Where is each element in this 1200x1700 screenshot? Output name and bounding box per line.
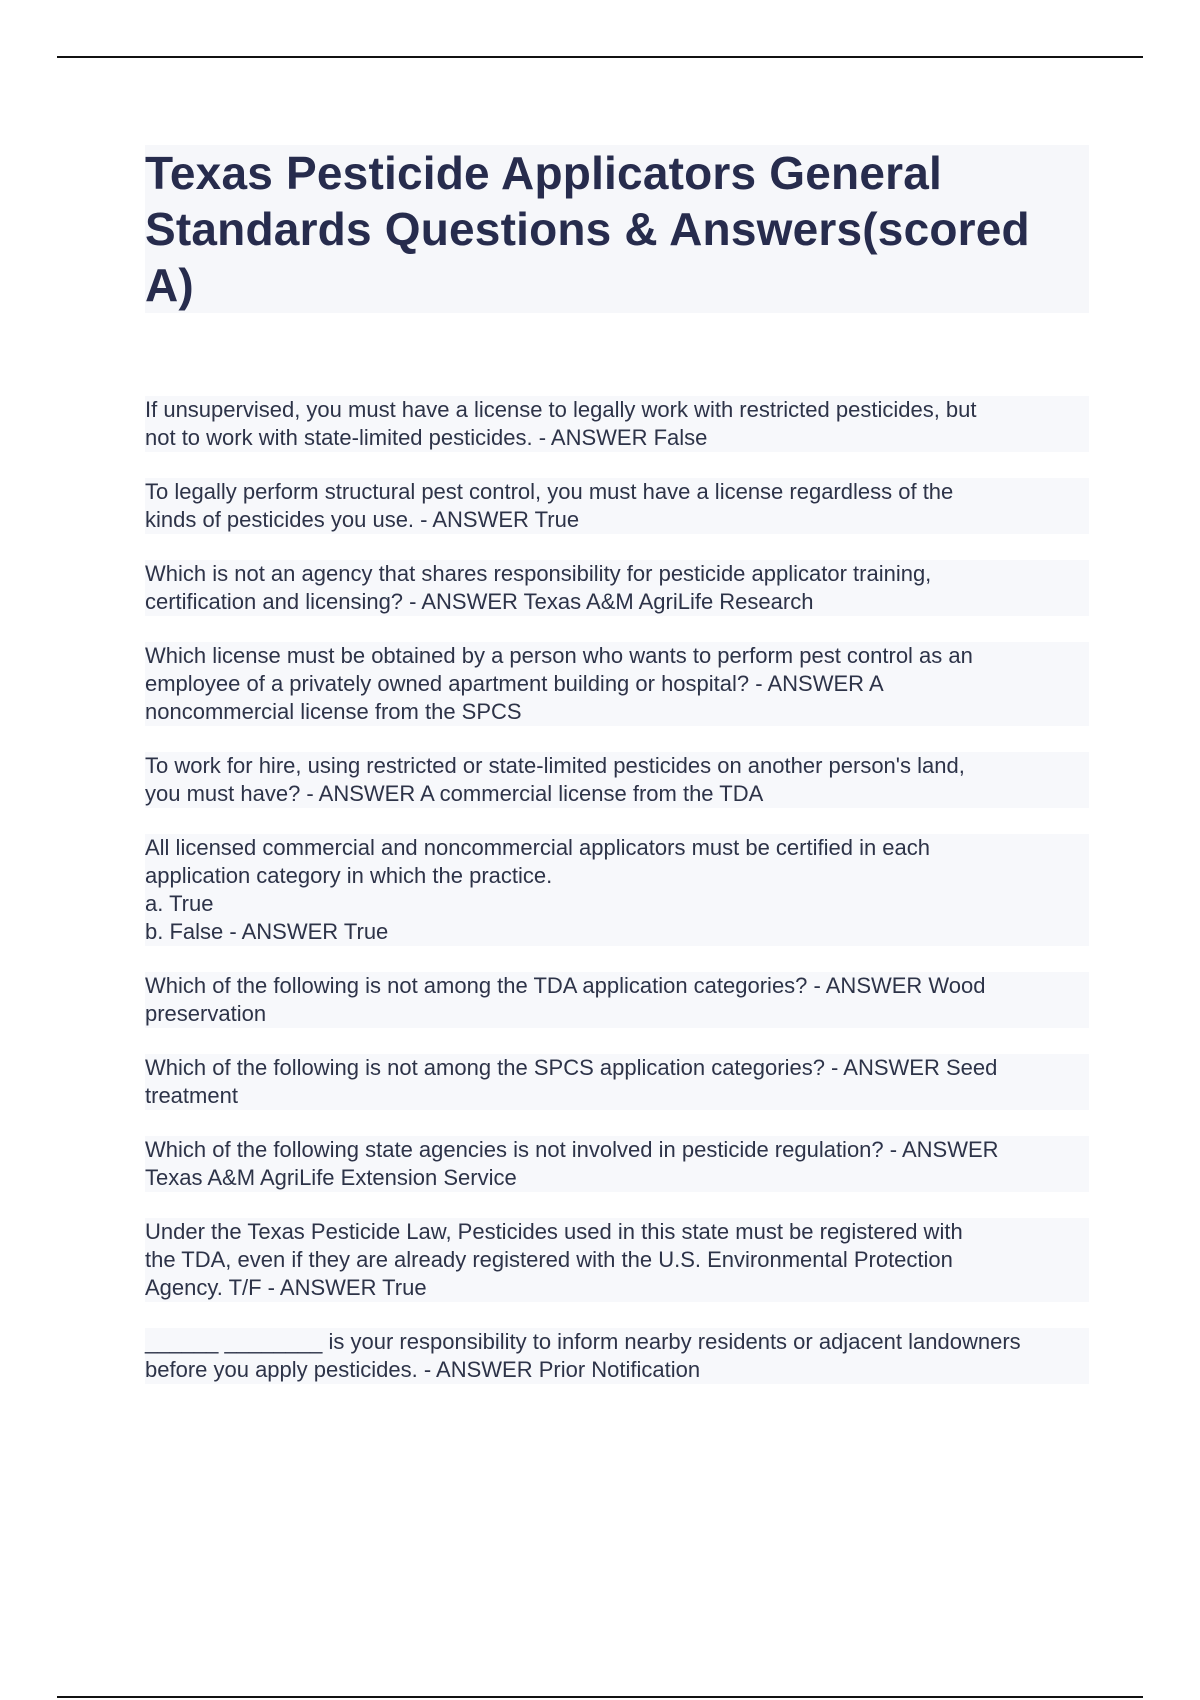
qa-line: application category in which the practice. (145, 862, 1089, 890)
qa-line: the TDA, even if they are already registered with the U.S. Environmental Protection (145, 1246, 1089, 1274)
title-line: Standards Questions & Answers(scored (145, 203, 1030, 255)
qa-line: Which of the following is not among the SPCS application categories? - ANSWER Seed (145, 1054, 1089, 1082)
qa-item (145, 972, 1089, 1028)
qa-line: a. True (145, 890, 1089, 918)
title-line: A) (145, 259, 194, 311)
bottom-rule (57, 1696, 1143, 1698)
qa-line: you must have? - ANSWER A commercial license from the TDA (145, 780, 1089, 808)
qa-line: Which is not an agency that shares responsibility for pesticide applicator training, (145, 560, 1089, 588)
qa-line: Under the Texas Pesticide Law, Pesticides used in this state must be registered with (145, 1218, 1089, 1246)
qa-line: noncommercial license from the SPCS (145, 698, 1089, 726)
qa-item (145, 834, 1089, 946)
qa-line: If unsupervised, you must have a license to legally work with restricted pesticides, but (145, 396, 1089, 424)
qa-line: preservation (145, 1000, 1089, 1028)
top-rule (57, 56, 1143, 58)
qa-line: employee of a privately owned apartment building or hospital? - ANSWER A (145, 670, 1089, 698)
qa-line: Which of the following is not among the TDA application categories? - ANSWER Wood (145, 972, 1089, 1000)
qa-line: Agency. T/F - ANSWER True (145, 1274, 1089, 1302)
qa-item (145, 752, 1089, 808)
qa-item (145, 642, 1089, 726)
qa-item (145, 1136, 1089, 1192)
qa-list (145, 396, 1089, 1410)
qa-line: All licensed commercial and noncommercial applicators must be certified in each (145, 834, 1089, 862)
document-title (145, 145, 1089, 313)
qa-line: not to work with state-limited pesticides. - ANSWER False (145, 424, 1089, 452)
qa-line: treatment (145, 1082, 1089, 1110)
qa-line: Which of the following state agencies is not involved in pesticide regulation? - ANSWER (145, 1136, 1089, 1164)
qa-item (145, 1054, 1089, 1110)
title-line: Texas Pesticide Applicators General (145, 147, 942, 199)
qa-line: Which license must be obtained by a person who wants to perform pest control as an (145, 642, 1089, 670)
qa-line: To work for hire, using restricted or state-limited pesticides on another person's land, (145, 752, 1089, 780)
qa-line: certification and licensing? - ANSWER Texas A&M AgriLife Research (145, 588, 1089, 616)
qa-line: To legally perform structural pest control, you must have a license regardless of the (145, 478, 1089, 506)
qa-item (145, 478, 1089, 534)
qa-line: ______ ________ is your responsibility to inform nearby residents or adjacent landowners (145, 1328, 1089, 1356)
title-block (145, 145, 1089, 313)
qa-line: kinds of pesticides you use. - ANSWER True (145, 506, 1089, 534)
qa-item (145, 1218, 1089, 1302)
qa-item (145, 1328, 1089, 1384)
qa-line: Texas A&M AgriLife Extension Service (145, 1164, 1089, 1192)
qa-item (145, 396, 1089, 452)
qa-item (145, 560, 1089, 616)
qa-line: before you apply pesticides. - ANSWER Prior Notification (145, 1356, 1089, 1384)
qa-line: b. False - ANSWER True (145, 918, 1089, 946)
